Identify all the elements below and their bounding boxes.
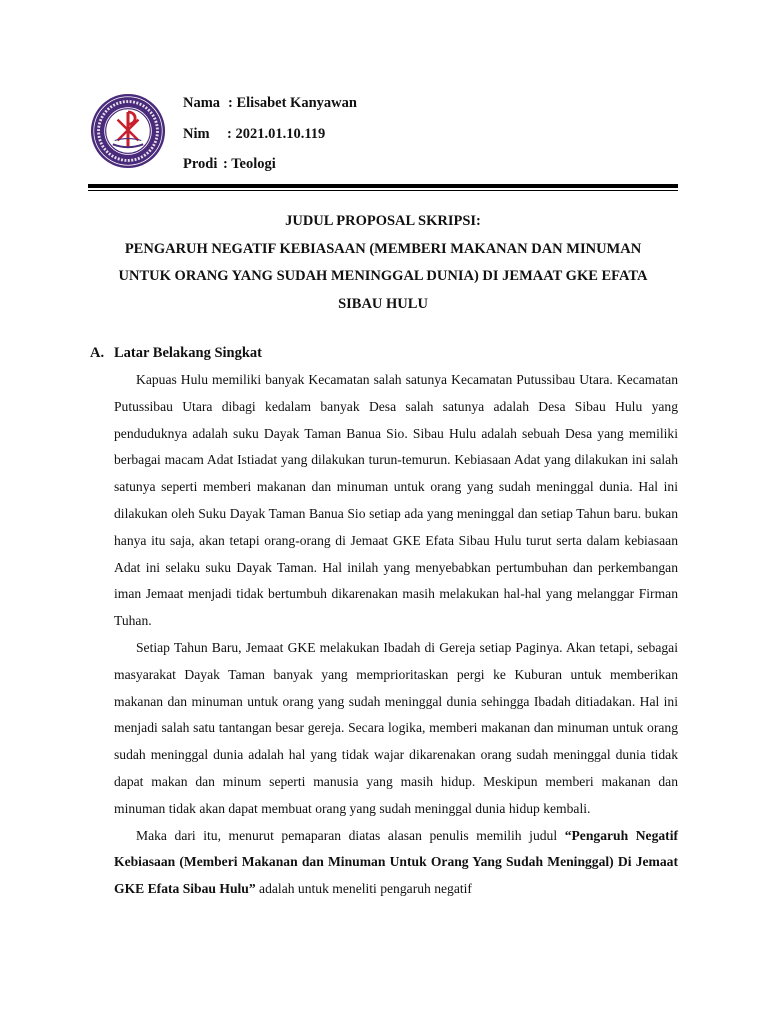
paragraph-2: Setiap Tahun Baru, Jemaat GKE melakukan Ibadah di Gereja setiap Paginya. Akan tetapi, sebagai masyarakat Dayak Taman banyak yang memprioritaskan pergi ke Kuburan untuk memberikan makanan dan minuman untuk orang yang sudah meninggal dunia sehingga Ibadah ditiadakan. Hal ini menjadi salah satu tantangan besar gereja. Secara logika, memberi makanan dan minuman untuk orang sudah meninggal dunia adalah hal yang tidak wajar dikarenakan orang sudah meninggal dunia tidak dapat makan dan minum seperti manusia yang masih hidup. Meskipun memberi makanan dan minuman tidak akan dapat membuat orang yang sudah meninggal dunia hidup kembali. [114, 639, 678, 816]
name-label: Nama [183, 95, 221, 111]
proposal-title [88, 208, 678, 318]
student-identity [183, 88, 357, 180]
nim-row [183, 119, 357, 150]
paragraph-3-start: Maka dari itu, menurut pemaparan diatas alasan penulis memilih judul [136, 827, 565, 843]
title-line-1: JUDUL PROPOSAL SKRIPSI: [285, 213, 481, 229]
section-body [114, 367, 678, 903]
title-line-3: UNTUK ORANG YANG SUDAH MENINGGAL DUNIA) DI JEMAAT GKE EFATA [118, 268, 648, 284]
paragraph-3 [114, 823, 678, 903]
prodi-value: Teologi [231, 156, 276, 172]
paragraph-3-quoted-title: “Pengaruh Negatif Kebiasaan (Memberi Makanan dan Minuman Untuk Orang Yang Sudah Meninggal) Di Jemaat GKE Efata Sibau Hulu” [114, 827, 678, 897]
paragraph-3-end: adalah untuk meneliti pengaruh negatif [255, 881, 472, 897]
name-row [183, 88, 357, 119]
name-value: Elisabet Kanyawan [236, 95, 357, 111]
header-divider-thick [88, 184, 678, 188]
college-seal-icon [90, 92, 166, 170]
prodi-label: Prodi [183, 156, 218, 172]
document-header [88, 88, 680, 184]
paragraph-1: Kapuas Hulu memiliki banyak Kecamatan salah satunya Kecamatan Putussibau Utara. Kecamatan Putussibau Utara dibagi kedalam banyak Desa salah satunya adalah Desa Sibau Hulu yang penduduknya adalah suku Dayak Taman Banua Sio. Sibau Hulu adalah sebuah Desa yang memiliki berbagai macam Adat Istiadat yang dilakukan turun-temurun. Kebiasaan Adat yang dilakukan ini salah satunya seperti memberi makanan dan minuman untuk orang yang sudah meninggal dunia. Hal ini dilakukan oleh Suku Dayak Taman Banua Sio setiap ada yang meninggal dan setiap Tahun baru. bukan hanya itu saja, akan tetapi orang-orang di Jemaat GKE Efata Sibau Hulu turut serta dalam kebiasaan Adat ini selaku suku Dayak Taman. Hal inilah yang menyebabkan pertumbuhan dan perkembangan iman Jemaat menjadi tidak bertumbuh dikarenakan masih melakukan hal-hal yang melanggar Firman Tuhan. [114, 372, 678, 629]
nim-value: 2021.01.10.119 [235, 125, 326, 142]
name-separator: : [228, 95, 237, 111]
prodi-separator: : [223, 156, 232, 172]
section-heading [90, 340, 262, 367]
title-line-2: PENGARUH NEGATIF KEBIASAAN (MEMBERI MAKANAN DAN MINUMAN [124, 240, 642, 257]
section-title: Latar Belakang Singkat [114, 345, 262, 361]
nim-label: Nim [183, 125, 210, 142]
header-divider-thin [88, 190, 678, 191]
section-number: A. [90, 345, 105, 361]
title-line-4: SIBAU HULU [338, 295, 428, 312]
prodi-row [183, 149, 357, 180]
nim-separator: : [227, 125, 236, 142]
